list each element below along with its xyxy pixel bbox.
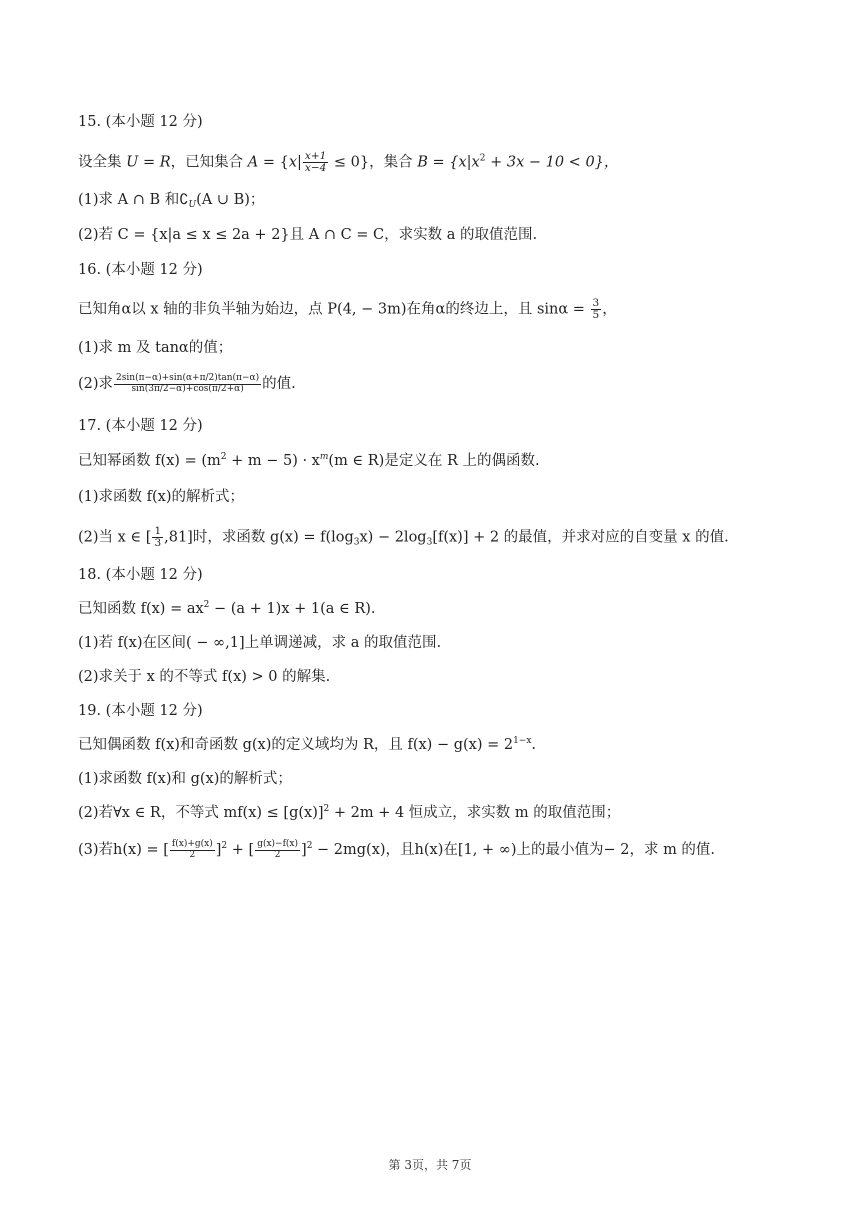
q17-stem: 已知幂函数 $f(x) = (m^2 + m - 5) \cdot x^m(m$ ∈ R)是定义在 R 上的偶函数.	[78, 452, 540, 469]
q17-part2: (2)当 x ∈ [ $\frac{1}{3}$ ,81]时，求函数 $g(x) = f(\log_3x) - 2\log_3[f(x)] + 2$ 的最值，并求对应的自变量 x 的值.	[78, 525, 729, 549]
q17-part1: (1)求函数 f(x)的解析式；	[78, 489, 245, 505]
q19-part2: (2)若∀x ∈ R，不等式 $mf(x) \le [g(x)]^2 + 2m + 4$ 恒成立，求实数 m 的取值范围；	[78, 804, 621, 821]
q15-part2: (2)若 C = {x|a ≤ x ≤ 2a + 2}且 A ∩ C = C，求实数 a 的取值范围.	[78, 227, 538, 243]
q18-heading: 18. (本小题 12 分)	[78, 567, 203, 583]
q18-part2: (2)求关于 x 的不等式 f(x) > 0 的解集.	[78, 669, 331, 685]
q19-heading: 19. (本小题 12 分)	[78, 703, 203, 719]
q16-stem: 已知角α以 x 轴的非负半轴为始边，点 P(4, − 3m)在角α的终边上，且 sinα = $\frac{3}{5}$ ，	[78, 297, 617, 321]
q18-stem: 已知函数 $f(x) = ax^2 - (a + 1)x + 1(a$ ∈ R).	[78, 600, 376, 617]
fraction: $\frac{x+1}{x-4}$	[304, 150, 327, 174]
fraction: $\frac{2\sin(\pi-\alpha)+\sin(\alpha+\pi/2)\tan(\pi-\alpha)}{\sin(3\pi/2-\alpha)+\cos(\pi/2+\alpha)}$	[116, 373, 260, 394]
fraction: $\frac{g(x)-f(x)}{2}$	[257, 839, 299, 860]
q16-part1: (1)求 m 及 tanα的值；	[78, 340, 233, 356]
q17-heading: 17. (本小题 12 分)	[78, 418, 203, 434]
fraction: $\frac{3}{5}$	[592, 297, 600, 321]
q16-part2: (2)求 $\frac{2\sin(\pi-\alpha)+\sin(\alpha+\pi/2)\tan(\pi-\alpha)}{\sin(3\pi/2-\alpha)+\cos(\pi/2+\alpha)}$ 的值.	[78, 373, 296, 394]
q16-heading: 16. (本小题 12 分)	[78, 262, 203, 278]
q15-stem: 设全集 U = R，已知集合 A = {x| $\frac{x+1}{x-4}$ ≤ 0}，集合 $B = \{x|x^2 + 3x - 10 < 0\}$，	[78, 150, 619, 174]
page-number-footer: 第 3页，共 7页	[388, 1158, 472, 1172]
q15-part1: (1)求 A ∩ B 和$∁_U(A$ ∪ B)；	[78, 192, 265, 210]
q19-stem: 已知偶函数 f(x)和奇函数 g(x)的定义域均为 R，且 $f(x) - g(x) = 2^{1-x}$.	[78, 736, 537, 753]
q19-part1: (1)求函数 f(x)和 g(x)的解析式；	[78, 771, 292, 787]
q15-heading: 15. (本小题 12 分)	[78, 114, 203, 130]
q19-part3: (3)若h(x) = [ $\frac{f(x)+g(x)}{2}$ ]$^2$ + [ $\frac{g(x)-f(x)}{2}$ ]$^2$ − 2mg(x)，且h(x)在[1, + ∞)上的最小值为− 2，求 m 的值.	[78, 839, 716, 860]
fraction: $\frac{1}{3}$	[154, 525, 162, 549]
fraction: $\frac{f(x)+g(x)}{2}$	[171, 839, 213, 860]
q18-part1: (1)若 f(x)在区间( − ∞,1]上单调递减，求 a 的取值范围.	[78, 635, 442, 651]
